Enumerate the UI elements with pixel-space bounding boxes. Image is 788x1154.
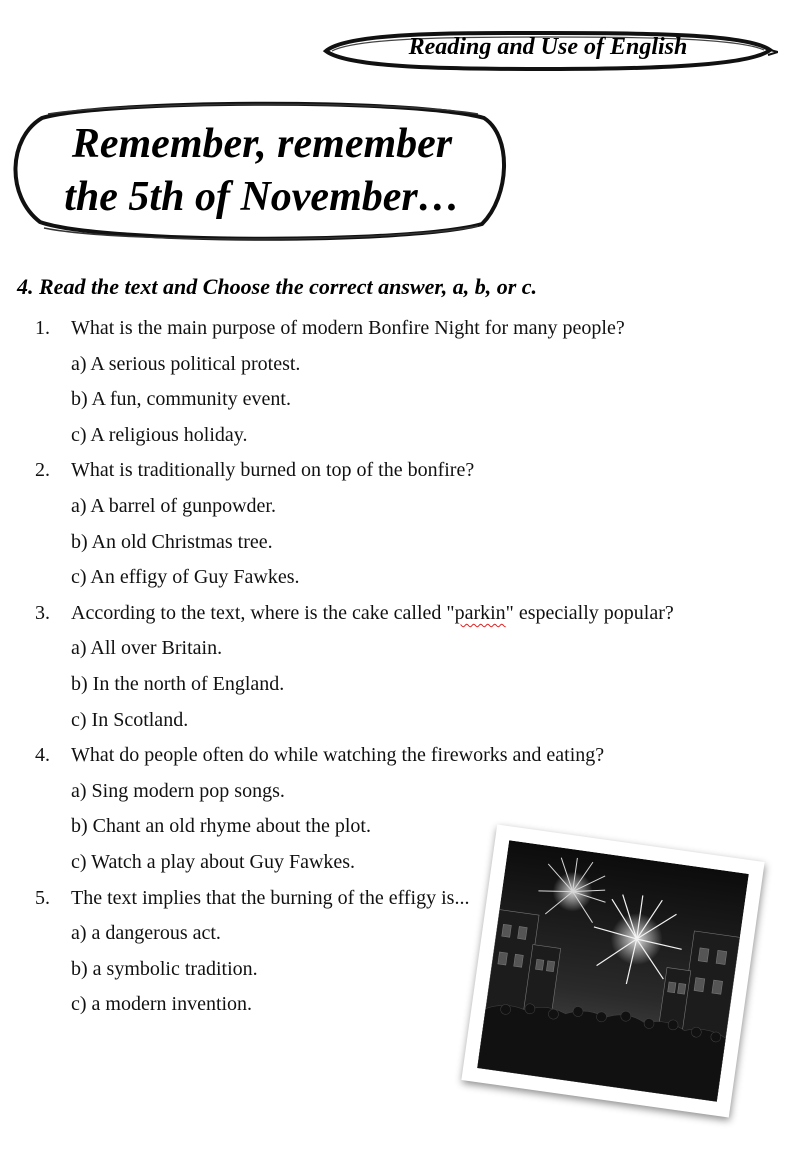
answer-option: [30, 349, 720, 385]
option-text: b) An old Christmas tree.: [71, 530, 273, 553]
answer-option: [30, 562, 720, 598]
answer-option: [30, 776, 720, 812]
option-text: a) Sing modern pop songs.: [71, 779, 285, 802]
option-text: c) A religious holiday.: [71, 423, 248, 446]
option-text: a) All over Britain.: [71, 637, 223, 660]
question-number: 2.: [35, 459, 50, 482]
answer-option: [30, 669, 720, 705]
option-text: b) a symbolic tradition.: [71, 957, 258, 980]
option-text: b) In the north of England.: [71, 672, 285, 695]
question-number: 1.: [35, 317, 50, 339]
question-text: The text implies that the burning of the effigy is...: [71, 886, 470, 909]
option-text: c) Watch a play about Guy Fawkes.: [71, 850, 356, 873]
question-text: What do people often do while watching the fireworks and eating?: [71, 744, 605, 767]
option-text: a) a dangerous act.: [71, 922, 221, 945]
question-text-end: " especially popular?: [505, 601, 674, 624]
page-title: [12, 118, 512, 224]
title-badge: [12, 96, 508, 246]
exercise-instruction: 4. Read the text and Choose the correct answer, a, b, or c.: [17, 274, 538, 299]
option-text: c) a modern invention.: [71, 993, 253, 1016]
question-3: [30, 598, 720, 634]
option-text: b) A fun, community event.: [71, 388, 291, 411]
answer-option: [30, 384, 720, 420]
answer-option: [30, 491, 720, 527]
title-line-2: the 5th of November…: [64, 174, 460, 220]
section-tag: Reading and Use of English: [408, 34, 688, 60]
question-number: 5.: [35, 886, 50, 909]
title-line-1: Remember, remember: [71, 121, 453, 167]
answer-option: [30, 633, 720, 669]
question-number: 3.: [35, 601, 50, 624]
option-text: b) Chant an old rhyme about the plot.: [71, 815, 371, 838]
option-text: c) In Scotland.: [71, 708, 189, 731]
question-text: What is the main purpose of modern Bonfire Night for many people?: [71, 317, 625, 339]
question-text: [71, 598, 674, 628]
option-text: a) A barrel of gunpowder.: [71, 494, 276, 517]
answer-option: [30, 527, 720, 563]
question-text: What is traditionally burned on top of the bonfire?: [71, 459, 475, 482]
option-text: a) A serious political protest.: [71, 352, 301, 375]
question-2: [30, 455, 720, 491]
question-text-start: According to the text, where is the cake called ": [71, 601, 455, 624]
question-number: 4.: [35, 744, 50, 767]
fireworks-crowd-image: [477, 840, 749, 1101]
section-banner: [318, 28, 778, 74]
answer-option: [30, 420, 720, 456]
question-4: [30, 740, 720, 776]
spellcheck-marked-word: parkin: [454, 601, 506, 624]
answer-option: [30, 705, 720, 741]
option-text: c) An effigy of Guy Fawkes.: [71, 566, 300, 589]
question-1: [30, 313, 720, 349]
fireworks-photo: [461, 824, 764, 1117]
